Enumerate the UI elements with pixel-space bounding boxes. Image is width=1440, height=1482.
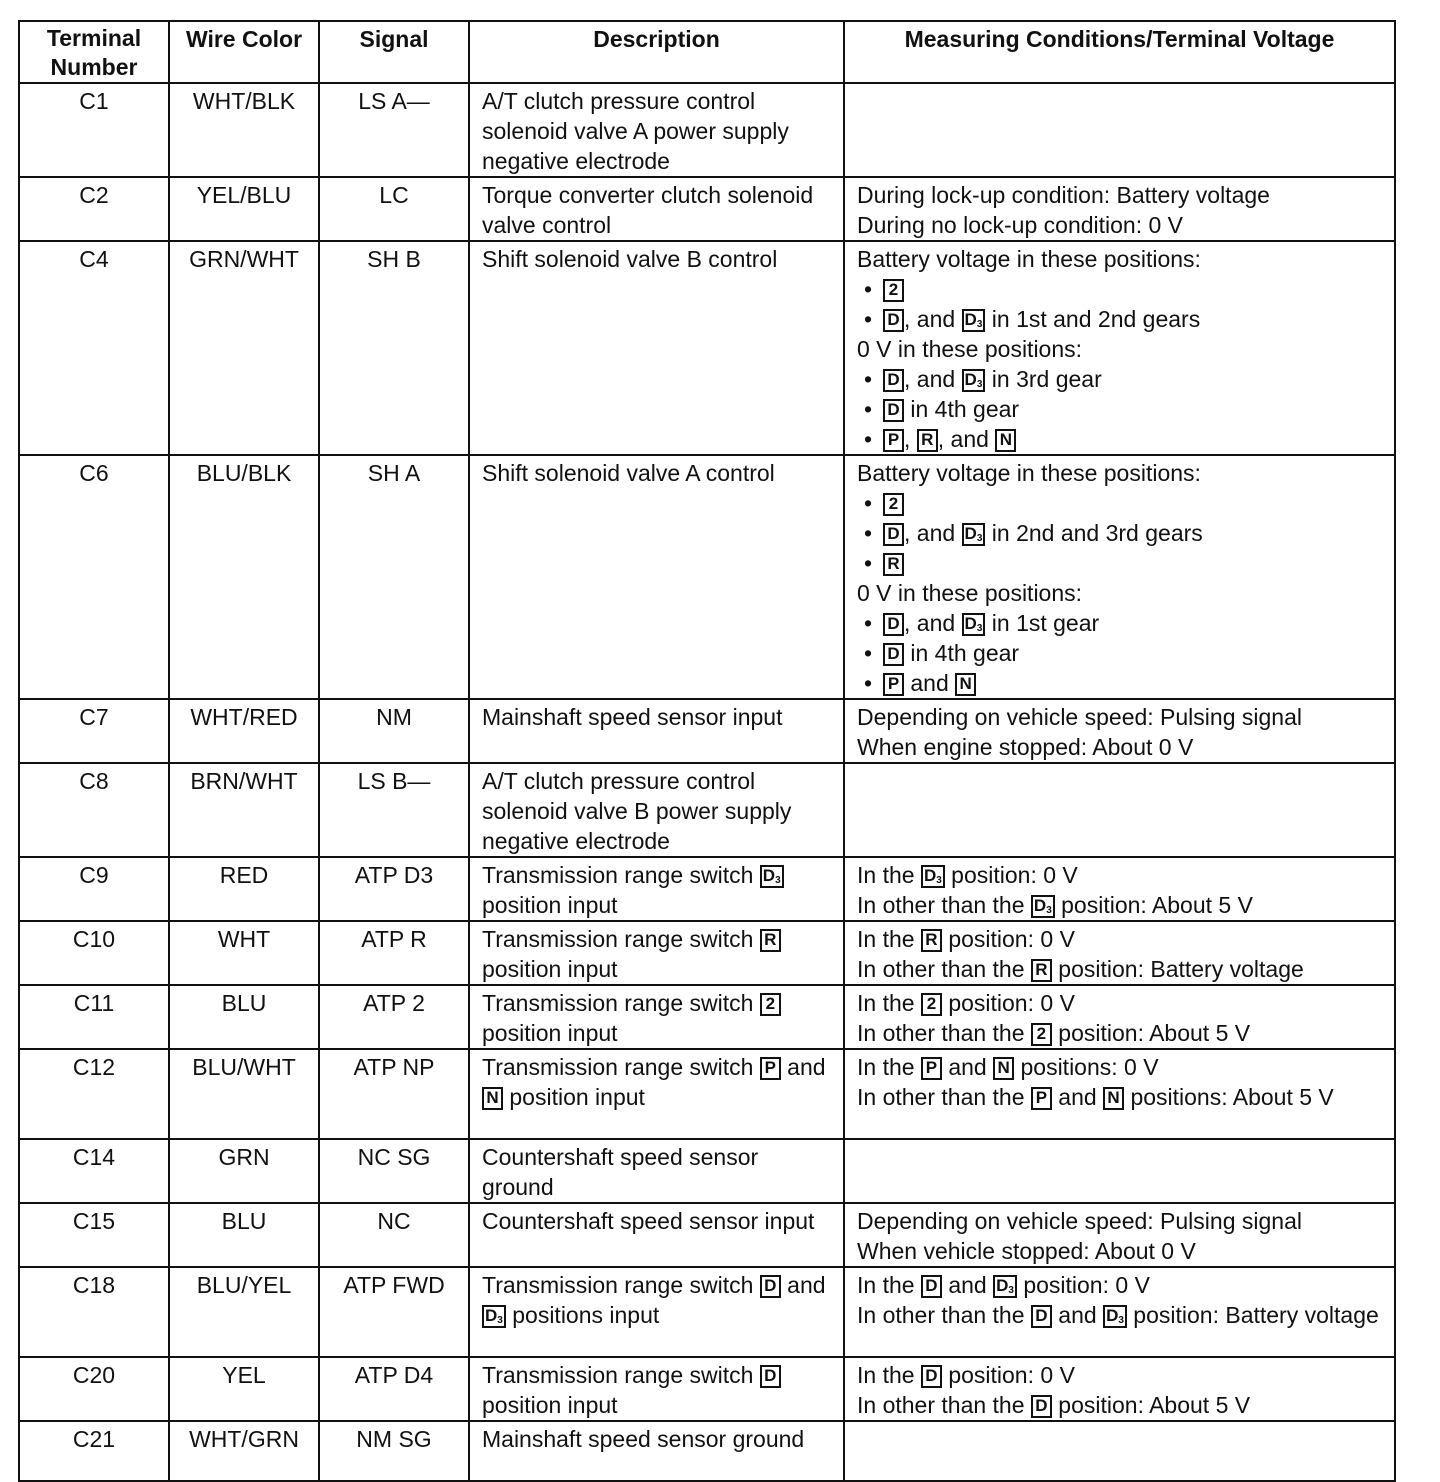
condition-line: In the $D_3$ position: 0 V: [857, 862, 1078, 888]
shift-position-key-icon: $D_3$: [993, 1275, 1017, 1298]
terminal-pinout-table: [18, 20, 1396, 1482]
shift-position-key-icon: D: [883, 523, 904, 546]
measuring-conditions-cell: [844, 1139, 1395, 1203]
signal-cell: SH A: [319, 455, 469, 699]
table-row: [19, 1049, 1395, 1139]
shift-position-key-icon: D: [760, 1275, 781, 1298]
shift-position-key-icon: R: [760, 929, 781, 952]
shift-position-key-icon: $D_3$: [962, 309, 986, 332]
condition-line: • D in 4th gear: [857, 394, 1386, 424]
condition-line: Depending on vehicle speed: Pulsing signal: [857, 704, 1302, 730]
shift-position-key-icon: R: [921, 929, 942, 952]
description-cell: Transmission range switch D and $D_3$ positions input: [469, 1267, 844, 1357]
wire-color-cell: BLU: [169, 1203, 319, 1267]
measuring-conditions-cell: [844, 1049, 1395, 1139]
signal-cell: LS B—: [319, 763, 469, 857]
wire-color-cell: GRN/WHT: [169, 241, 319, 455]
condition-line: In other than the D position: About 5 V: [857, 1392, 1251, 1418]
shift-position-key-icon: $D_3$: [921, 865, 945, 888]
condition-line: In other than the R position: Battery voltage: [857, 956, 1304, 982]
signal-cell: ATP D3: [319, 857, 469, 921]
wire-color-cell: BLU/YEL: [169, 1267, 319, 1357]
shift-position-key-icon: $D_3$: [482, 1305, 506, 1328]
header-terminal-number-word: Terminal: [46, 25, 142, 51]
signal-cell: NM SG: [319, 1421, 469, 1481]
shift-position-key-icon: R: [917, 429, 938, 452]
shift-position-key-icon: D: [883, 399, 904, 422]
header-terminal-number-word: Number: [50, 54, 138, 80]
measuring-conditions-cell: [844, 241, 1395, 455]
wire-color-cell: WHT/BLK: [169, 83, 319, 177]
condition-line: Battery voltage in these positions:: [857, 246, 1201, 272]
shift-position-key-icon: P: [1031, 1087, 1052, 1110]
shift-position-key-icon: $D_3$: [962, 613, 986, 636]
signal-cell: ATP FWD: [319, 1267, 469, 1357]
measuring-conditions-cell: [844, 921, 1395, 985]
condition-line: • D , and $D_3$ in 2nd and 3rd gears: [857, 518, 1386, 548]
description-cell: Transmission range switch $D_3$ position input: [469, 857, 844, 921]
shift-position-key-icon: N: [955, 673, 976, 696]
wire-color-cell: BLU/BLK: [169, 455, 319, 699]
condition-line: • D , and $D_3$ in 1st and 2nd gears: [857, 304, 1386, 334]
condition-line: [857, 548, 1386, 578]
condition-line: In the D position: 0 V: [857, 1362, 1075, 1388]
table-row: [19, 1421, 1395, 1481]
condition-line: In the D and $D_3$ position: 0 V: [857, 1272, 1150, 1298]
header-wire-color: Wire Color: [169, 21, 319, 83]
terminal-number-cell: C11: [19, 985, 169, 1049]
shift-position-key-icon: R: [1031, 959, 1052, 982]
shift-position-key-icon: R: [883, 553, 904, 576]
terminal-number-cell: C4: [19, 241, 169, 455]
signal-cell: ATP NP: [319, 1049, 469, 1139]
measuring-conditions-cell: [844, 985, 1395, 1049]
shift-position-key-icon: D: [883, 309, 904, 332]
shift-position-key-icon: 2: [883, 279, 904, 302]
wire-color-cell: YEL: [169, 1357, 319, 1421]
shift-position-key-icon: $D_3$: [760, 865, 784, 888]
shift-position-key-icon: N: [482, 1087, 503, 1110]
table-row: [19, 241, 1395, 455]
shift-position-key-icon: P: [760, 1057, 781, 1080]
shift-position-key-icon: $D_3$: [1031, 895, 1055, 918]
measuring-conditions-cell: [844, 1267, 1395, 1357]
table-row: [19, 857, 1395, 921]
table-row: [19, 985, 1395, 1049]
condition-line: • P , R , and N: [857, 424, 1386, 454]
signal-cell: SH B: [319, 241, 469, 455]
wire-color-cell: RED: [169, 857, 319, 921]
table-row: [19, 921, 1395, 985]
condition-line: During no lock-up condition: 0 V: [857, 212, 1184, 238]
signal-cell: LC: [319, 177, 469, 241]
description-cell: Transmission range switch D position input: [469, 1357, 844, 1421]
signal-cell: NC: [319, 1203, 469, 1267]
condition-line: [857, 488, 1386, 518]
measuring-conditions-cell: [844, 455, 1395, 699]
shift-position-key-icon: D: [1031, 1305, 1052, 1328]
description-cell: Countershaft speed sensor input: [469, 1203, 844, 1267]
table-body: [19, 83, 1395, 1481]
header-description: Description: [469, 21, 844, 83]
shift-position-key-icon: $D_3$: [1103, 1305, 1127, 1328]
description-cell: A/T clutch pressure control solenoid valve A power supply negative electrode: [469, 83, 844, 177]
description-cell: Shift solenoid valve A control: [469, 455, 844, 699]
condition-line: In the 2 position: 0 V: [857, 990, 1075, 1016]
shift-position-key-icon: D: [883, 643, 904, 666]
measuring-conditions-cell: [844, 699, 1395, 763]
wire-color-cell: YEL/BLU: [169, 177, 319, 241]
table-header-row: [19, 21, 1395, 83]
description-cell: Transmission range switch P and N position input: [469, 1049, 844, 1139]
header-measuring-conditions: Measuring Conditions/Terminal Voltage: [844, 21, 1395, 83]
wire-color-cell: GRN: [169, 1139, 319, 1203]
description-cell: Shift solenoid valve B control: [469, 241, 844, 455]
shift-position-key-icon: D: [883, 369, 904, 392]
condition-line: • D , and $D_3$ in 1st gear: [857, 608, 1386, 638]
terminal-number-cell: C7: [19, 699, 169, 763]
condition-line: • P and N: [857, 668, 1386, 698]
measuring-conditions-cell: [844, 1421, 1395, 1481]
condition-line: In other than the D and $D_3$ position: Battery voltage: [857, 1302, 1379, 1328]
condition-line: In other than the P and N positions: About 5 V: [857, 1084, 1334, 1110]
shift-position-key-icon: P: [883, 429, 904, 452]
table-row: [19, 177, 1395, 241]
signal-cell: NM: [319, 699, 469, 763]
shift-position-key-icon: P: [883, 673, 904, 696]
condition-line: In other than the $D_3$ position: About 5 V: [857, 892, 1253, 918]
shift-position-key-icon: $D_3$: [962, 369, 986, 392]
signal-cell: LS A—: [319, 83, 469, 177]
shift-position-key-icon: D: [921, 1275, 942, 1298]
description-cell: A/T clutch pressure control solenoid valve B power supply negative electrode: [469, 763, 844, 857]
terminal-number-cell: C14: [19, 1139, 169, 1203]
header-signal: Signal: [319, 21, 469, 83]
wire-color-cell: WHT: [169, 921, 319, 985]
condition-line: • D , and $D_3$ in 3rd gear: [857, 364, 1386, 394]
condition-line: When vehicle stopped: About 0 V: [857, 1238, 1196, 1264]
terminal-number-cell: C2: [19, 177, 169, 241]
measuring-conditions-cell: [844, 1203, 1395, 1267]
terminal-number-cell: C6: [19, 455, 169, 699]
description-cell: Mainshaft speed sensor ground: [469, 1421, 844, 1481]
condition-line: Battery voltage in these positions:: [857, 460, 1201, 486]
shift-position-key-icon: 2: [921, 993, 942, 1016]
condition-line: In the P and N positions: 0 V: [857, 1054, 1159, 1080]
table-row: [19, 699, 1395, 763]
shift-position-key-icon: $D_3$: [962, 523, 986, 546]
table-row: [19, 1203, 1395, 1267]
measuring-conditions-cell: [844, 177, 1395, 241]
wire-color-cell: BLU/WHT: [169, 1049, 319, 1139]
terminal-number-cell: C18: [19, 1267, 169, 1357]
shift-position-key-icon: P: [921, 1057, 942, 1080]
table-row: [19, 83, 1395, 177]
signal-cell: ATP 2: [319, 985, 469, 1049]
shift-position-key-icon: N: [993, 1057, 1014, 1080]
terminal-number-cell: C12: [19, 1049, 169, 1139]
description-cell: Countershaft speed sensor ground: [469, 1139, 844, 1203]
shift-position-key-icon: D: [883, 613, 904, 636]
condition-line: 0 V in these positions:: [857, 580, 1083, 606]
condition-line: 0 V in these positions:: [857, 336, 1083, 362]
description-cell: Mainshaft speed sensor input: [469, 699, 844, 763]
terminal-number-cell: C10: [19, 921, 169, 985]
shift-position-key-icon: N: [995, 429, 1016, 452]
terminal-number-cell: C21: [19, 1421, 169, 1481]
shift-position-key-icon: D: [760, 1365, 781, 1388]
measuring-conditions-cell: [844, 857, 1395, 921]
shift-position-key-icon: 2: [883, 493, 904, 516]
shift-position-key-icon: D: [921, 1365, 942, 1388]
shift-position-key-icon: D: [1031, 1395, 1052, 1418]
wire-color-cell: BLU: [169, 985, 319, 1049]
terminal-number-cell: C8: [19, 763, 169, 857]
description-cell: Torque converter clutch solenoid valve control: [469, 177, 844, 241]
condition-line: • D in 4th gear: [857, 638, 1386, 668]
condition-line: When engine stopped: About 0 V: [857, 734, 1194, 760]
table-row: [19, 1267, 1395, 1357]
description-cell: Transmission range switch R position input: [469, 921, 844, 985]
signal-cell: ATP D4: [319, 1357, 469, 1421]
table-row: [19, 455, 1395, 699]
shift-position-key-icon: 2: [760, 993, 781, 1016]
terminal-number-cell: C1: [19, 83, 169, 177]
condition-line: During lock-up condition: Battery voltage: [857, 182, 1270, 208]
shift-position-key-icon: N: [1103, 1087, 1124, 1110]
terminal-number-cell: C15: [19, 1203, 169, 1267]
measuring-conditions-cell: [844, 83, 1395, 177]
wire-color-cell: BRN/WHT: [169, 763, 319, 857]
terminal-number-cell: C9: [19, 857, 169, 921]
table-row: [19, 1139, 1395, 1203]
measuring-conditions-cell: [844, 763, 1395, 857]
condition-line: Depending on vehicle speed: Pulsing signal: [857, 1208, 1302, 1234]
shift-position-key-icon: 2: [1031, 1023, 1052, 1046]
table-row: [19, 763, 1395, 857]
wire-color-cell: WHT/GRN: [169, 1421, 319, 1481]
description-cell: Transmission range switch 2 position input: [469, 985, 844, 1049]
header-terminal-number: [19, 21, 169, 83]
signal-cell: NC SG: [319, 1139, 469, 1203]
condition-line: In the R position: 0 V: [857, 926, 1075, 952]
condition-line: [857, 274, 1386, 304]
table-row: [19, 1357, 1395, 1421]
condition-line: In other than the 2 position: About 5 V: [857, 1020, 1251, 1046]
wire-color-cell: WHT/RED: [169, 699, 319, 763]
signal-cell: ATP R: [319, 921, 469, 985]
measuring-conditions-cell: [844, 1357, 1395, 1421]
terminal-number-cell: C20: [19, 1357, 169, 1421]
